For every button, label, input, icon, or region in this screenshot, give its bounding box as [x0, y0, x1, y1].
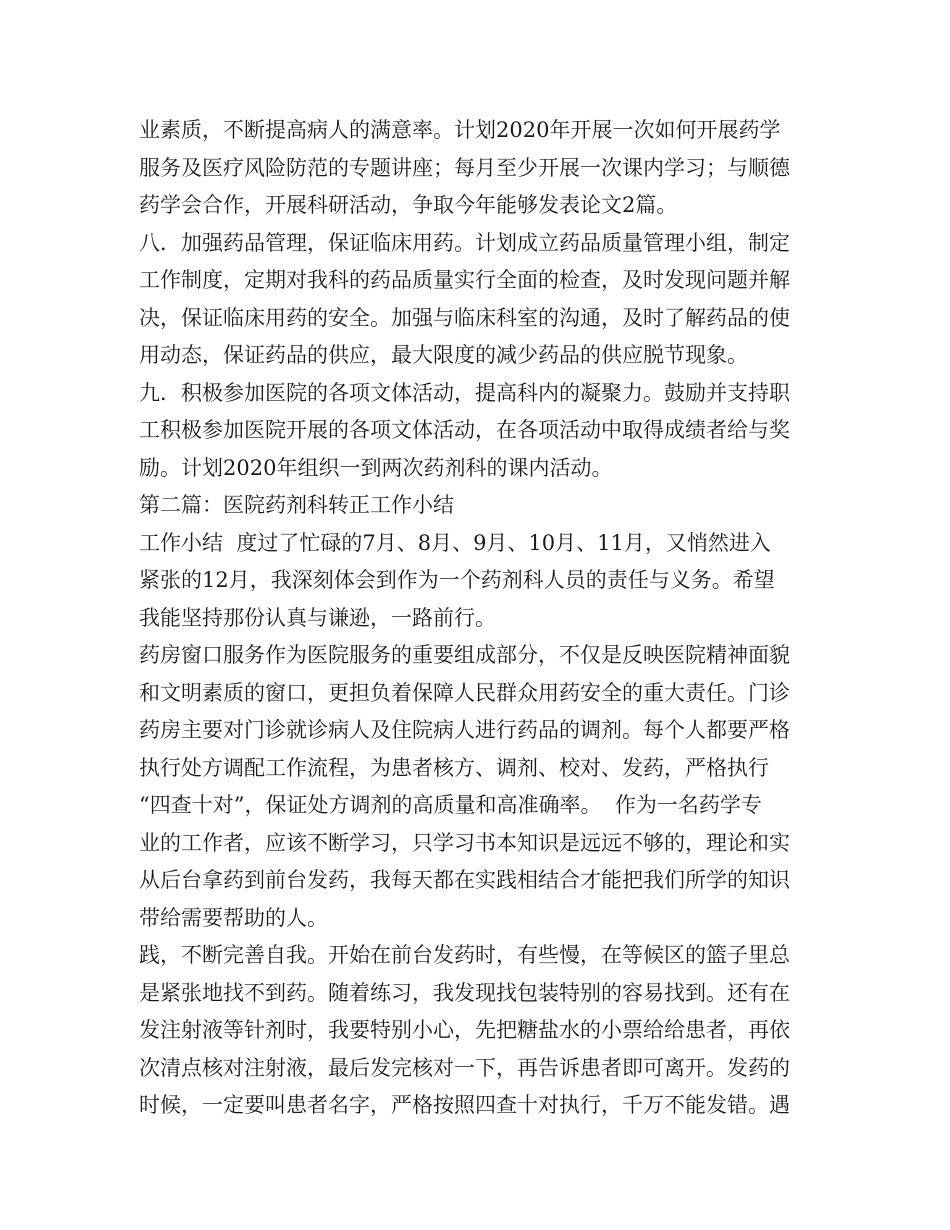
- text-line: 践，不断完善自我。开始在前台发药时，有些慢，在等候区的篮子里总: [139, 943, 790, 967]
- text-line: 药房主要对门诊就诊病人及住院病人进行药品的调剂。每个人都要严格: [139, 718, 790, 742]
- text-line: 工积极参加医院开展的各项文体活动，在各项活动中取得成绩者给与奖: [139, 418, 790, 442]
- text-line: 带给需要帮助的人。: [139, 905, 328, 930]
- text-line: 用动态，保证药品的供应，最大限度的减少药品的供应脱节现象。: [139, 343, 748, 367]
- text-line: 是紧张地找不到药。随着练习，我发现找包装特别的容易找到。还有在: [139, 980, 790, 1005]
- text-line: 我能坚持那份认真与谦逊，一路前行。: [139, 605, 496, 630]
- text-line: 执行处方调配工作流程，为患者核方、调剂、校对、发药，严格执行: [139, 755, 769, 780]
- text-line: 业素质，不断提高病人的满意率。计划2020年开展一次如何开展药学: [139, 118, 781, 142]
- text-line: 决，保证临床用药的安全。加强与临床科室的沟通，及时了解药品的使: [139, 305, 790, 330]
- text-line: 紧张的12月，我深刻体会到作为一个药剂科人员的责任与义务。希望: [139, 568, 775, 592]
- text-line: 九．积极参加医院的各项文体活动，提高科内的凝聚力。鼓励并支持职: [139, 380, 790, 405]
- text-line: “四查十对”，保证处方调剂的高质量和高准确率。 作为一名药学专: [139, 793, 762, 817]
- text-line: 励。计划2020年组织一到两次药剂科的课内活动。: [139, 455, 613, 480]
- text-line: 工作制度，定期对我科的药品质量实行全面的检查，及时发现问题并解: [139, 268, 790, 292]
- text-line: 八．加强药品管理，保证临床用药。计划成立药品质量管理小组，制定: [139, 230, 790, 255]
- text-line: 药学会合作，开展科研活动，争取今年能够发表论文2篇。: [139, 193, 678, 217]
- text-line: 次清点核对注射液，最后发完核对一下，再告诉患者即可离开。发药的: [139, 1055, 790, 1080]
- text-line: 药房窗口服务作为医院服务的重要组成部分，不仅是反映医院精神面貌: [139, 643, 790, 667]
- text-line: 和文明素质的窗口，更担负着保障人民群众用药安全的重大责任。门诊: [139, 680, 790, 705]
- text-line: 时候，一定要叫患者名字，严格按照四查十对执行，千万不能发错。遇: [139, 1093, 790, 1117]
- document-body: [139, 112, 829, 1125]
- section-heading: 第二篇：医院药剂科转正工作小结: [139, 493, 454, 517]
- text-line: 从后台拿药到前台发药，我每天都在实践相结合才能把我们所学的知识: [139, 868, 790, 892]
- text-line: 服务及医疗风险防范的专题讲座；每月至少开展一次课内学习；与顺德: [139, 155, 790, 180]
- text-line: 工作小结 度过了忙碌的7月、8月、9月、10月、11月，又悄然进入: [139, 530, 771, 555]
- text-line: 发注射液等针剂时，我要特别小心，先把糖盐水的小票给给患者，再依: [139, 1018, 790, 1042]
- text-line: 业的工作者，应该不断学习，只学习书本知识是远远不够的，理论和实: [139, 830, 790, 855]
